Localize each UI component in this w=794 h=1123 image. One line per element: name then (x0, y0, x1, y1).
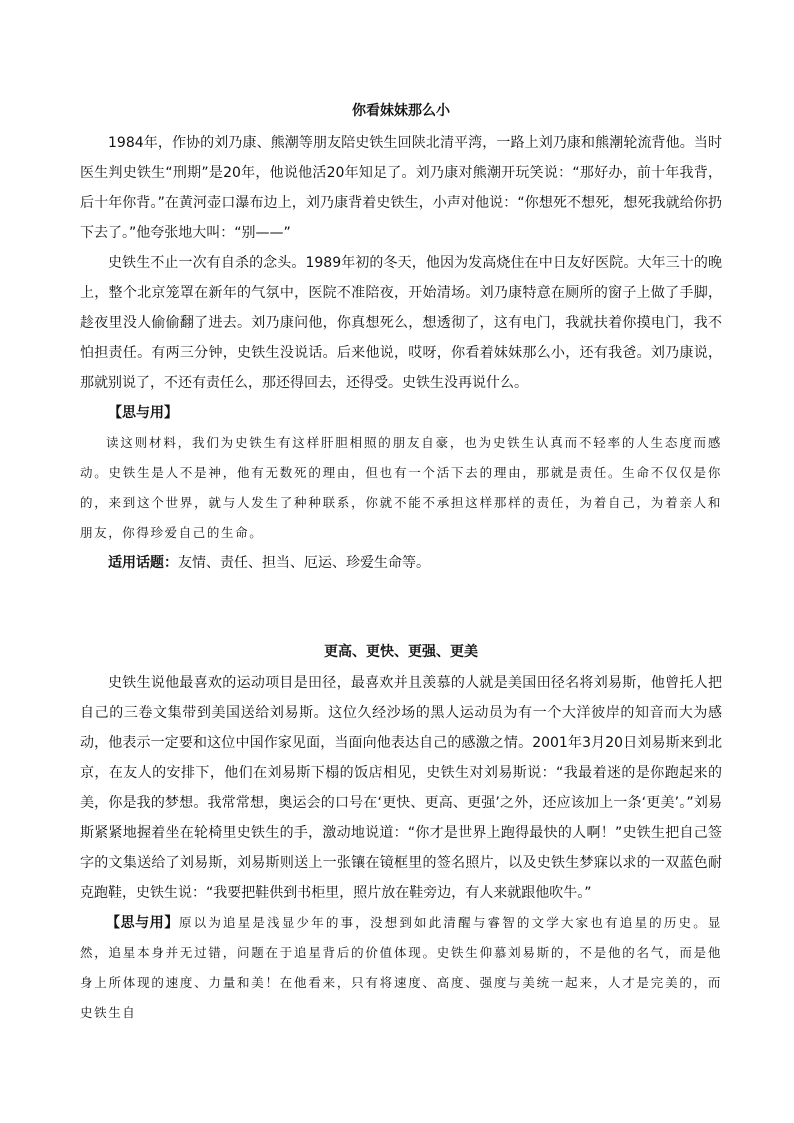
section2-thought-text: 原以为追星是浅显少年的事，没想到如此清醒与睿智的文学大家也有追星的历史。显然，追星本身并无过错，问题在于追星背后的价值体现。史铁生仰慕刘易斯的，不是他的名气，而是他身上所体现的速度、力量和美！在他看来，只有将速度、高度、强度与美统一起来，人才是完美的，而史铁生自 (80, 915, 723, 1020)
section2-body (80, 668, 722, 1028)
section2-title: 更高、更快、更强、更美 (324, 644, 478, 660)
section2-thought-heading: 【思与用】 (106, 915, 179, 931)
section1-title: 你看妹妹那么小 (352, 103, 450, 119)
section1-thought-text: 读这则材料，我们为史铁生有这样肝胆相照的朋友自豪，也为史铁生认真而不轻率的人生态度而感动。史铁生是人不是神，他有无数死的理由，但也有一个活下去的理由，那就是责任。生命不仅仅是你的，来到这个世界，就与人发生了种种联系，你就不能不承担这样那样的责任，为着自己，为着亲人和朋友，你得珍爱自己的生命。 (80, 435, 722, 540)
section1-body (80, 128, 722, 578)
topics-text: 友情、责任、担当、厄运、珍爱生命等。 (178, 555, 430, 571)
section2-paragraph-1: 史铁生说他最喜欢的运动项目是田径，最喜欢并且羡慕的人就是美国田径名将刘易斯，他曾托人把自己的三卷文集带到美国送给刘易斯。这位久经沙场的黑人运动员为有一个大洋彼岸的知音而大为感动，他表示一定要和这位中国作家见面，当面向他表达自己的感激之情。2001年3月20日刘易斯来到北京，在友人的安排下，他们在刘易斯下榻的饭店相见，史铁生对刘易斯说：“我最着迷的是你跑起来的美，你是我的梦想。我常常想，奥运会的口号在‘更快、更高、更强’之外，还应该加上一条‘更美’。”刘易斯紧紧地握着坐在轮椅里史铁生的手，激动地说道：“你才是世界上跑得最快的人啊！”史铁生把自己签字的文集送给了刘易斯，刘易斯则送上一张镶在镜框里的签名照片，以及史铁生梦寐以求的一双蓝色耐克跑鞋，史铁生说：“我要把鞋供到书柜里，照片放在鞋旁边，有人来就跟他吹牛。” (80, 675, 722, 901)
section1-topics (108, 548, 722, 578)
section1-paragraph-2: 史铁生不止一次有自杀的念头。1989年初的冬天，他因为发高烧住在中日友好医院。大年三十的晚上，整个北京笼罩在新年的气氛中，医院不准陪夜，开始清场。刘乃康特意在厕所的窗子上做了手脚，趁夜里没人偷偷翻了进去。刘乃康问他，你真想死么，想透彻了，这有电门，我就扶着你摸电门，我不怕担责任。有两三分钟，史铁生没说话。后来他说，哎呀，你看着妹妹那么小，还有我爸。刘乃康说，那就别说了，不还有责任么，那还得回去，还得受。史铁生没再说什么。 (80, 255, 722, 391)
section1-thought-heading: 【思与用】 (108, 405, 178, 421)
section1-paragraph-1: 1984年，作协的刘乃康、熊潮等朋友陪史铁生回陕北清平湾，一路上刘乃康和熊潮轮流背他。当时医生判史铁生“刑期”是20年，他说他活20年知足了。刘乃康对熊潮开玩笑说：“那好办，前十年我背，后十年你背。”在黄河壶口瀑布边上，刘乃康背着史铁生，小声对他说：“你想死不想死，想死我就给你扔下去了。”他夸张地大叫：“别——” (80, 135, 722, 241)
topics-label: 适用话题： (108, 555, 178, 571)
section2-thought (80, 908, 722, 1028)
